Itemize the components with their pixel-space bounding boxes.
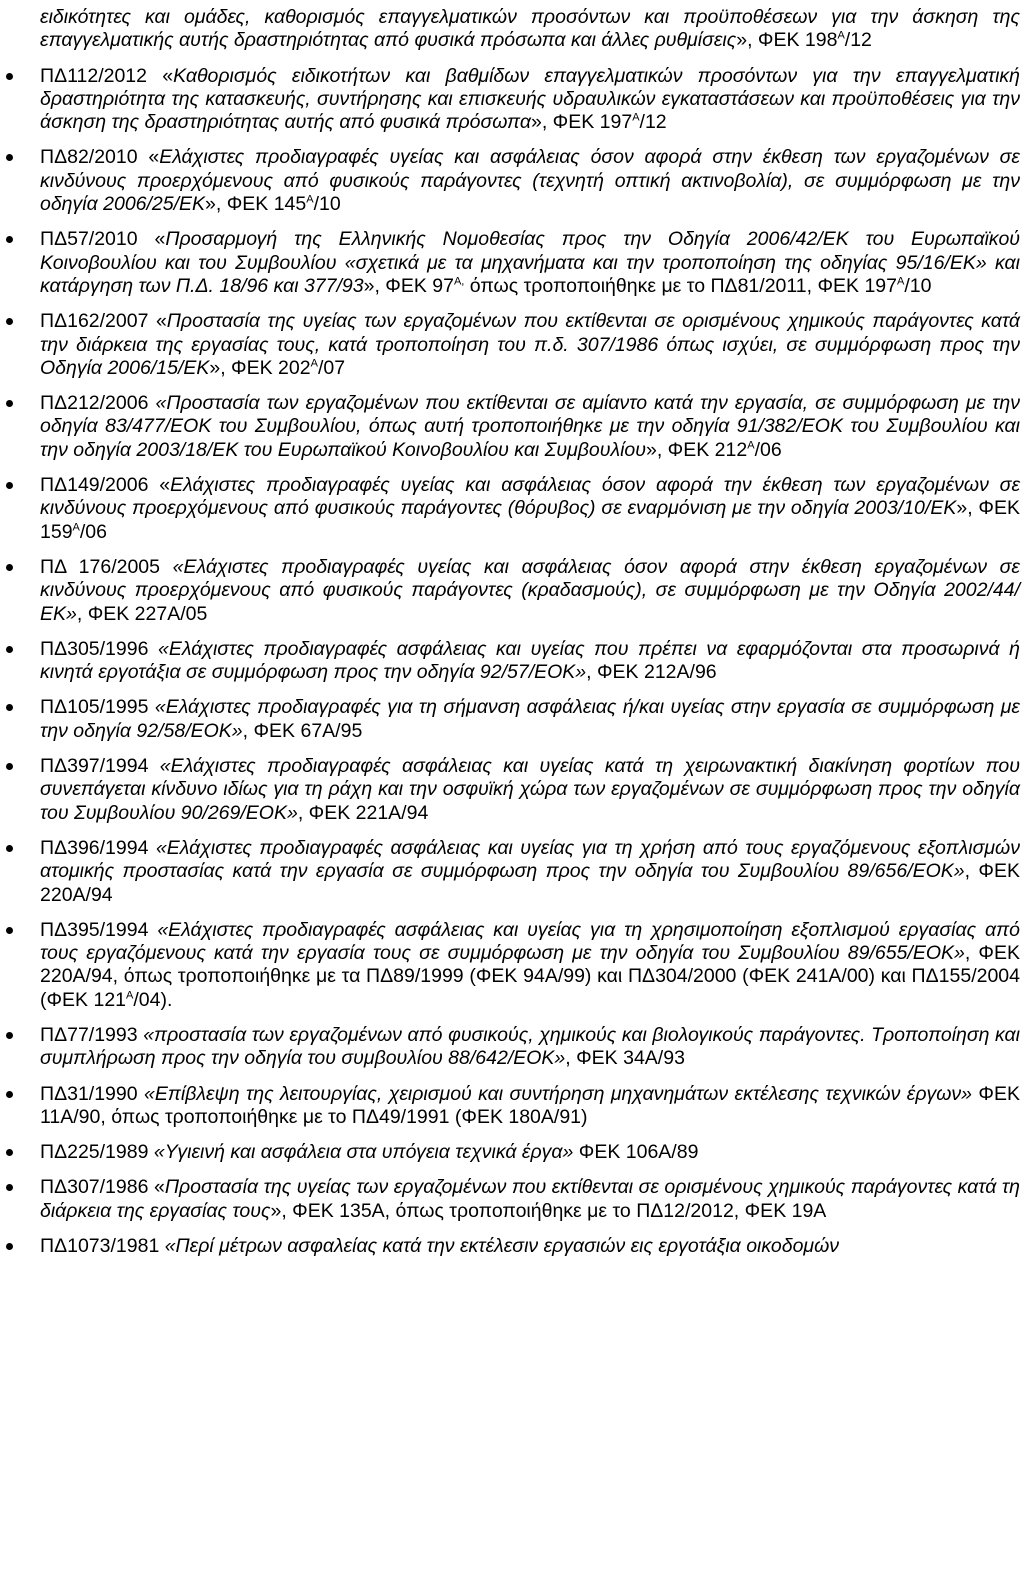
text-run: ΠΔ 176/2005: [40, 555, 173, 578]
text-run: ΠΔ162/2007 «: [40, 310, 167, 333]
text-run: /06: [79, 520, 107, 543]
text-run: ΠΔ77/1993: [40, 1023, 144, 1046]
text-run: , ΦΕΚ 212Α/96: [586, 661, 717, 684]
text-run: », ΦΕΚ 197: [530, 111, 633, 134]
text-run: /06: [754, 438, 782, 461]
bullet-icon: [6, 1032, 13, 1039]
bullet-icon: [6, 318, 13, 325]
text-run: , ΦΕΚ 227Α/05: [76, 602, 208, 625]
regulation-item: [40, 392, 1020, 462]
text-run: , ΦΕΚ 220Α/94: [40, 860, 1020, 906]
bullet-icon: [6, 704, 13, 711]
regulation-item: [40, 474, 1020, 544]
text-run: /04).: [133, 988, 173, 1011]
regulation-item: [40, 228, 1020, 298]
text-run: », ΦΕΚ 212: [646, 438, 748, 461]
text-run: ΠΔ112/2012 «: [40, 64, 174, 87]
continued-item: [40, 6, 1020, 53]
italic-title: Ελάχιστες προδιαγραφές υγείας και ασφάλειας όσον αφορά στην έκθεση των εργαζομένων σε κινδύνους προερχόμενους από φυσικούς παράγοντες (τεχνητή οπτική ακτινοβολία), σε συμμόρφωση με την οδηγία 2006/25/ΕΚ: [40, 146, 1021, 216]
italic-title: «Ελάχιστες προδιαγραφές ασφάλειας και υγείας κατά τη χειρωνακτική διακίνηση φορτίων που συνεπάγεται κίνδυνο ιδίως για τη ράχη και την οσφυϊκή χώρα των εργαζομένων σε συμμόρφωση προς την οδηγία του Συμβουλίου 90/269/ΕΟΚ»: [40, 755, 1020, 824]
regulation-item: [40, 1176, 1020, 1223]
bullet-icon: [6, 154, 13, 161]
superscript: Α: [632, 111, 640, 124]
text-run: ΦΕΚ 11Α/90, όπως τροποποιήθηκε με το ΠΔ49/1991 (ΦΕΚ 180Α/91): [40, 1082, 1020, 1128]
superscript: Α: [896, 275, 905, 288]
bullet-icon: [6, 482, 13, 489]
text-run: », ΦΕΚ 145: [205, 193, 307, 216]
superscript: Α: [306, 193, 314, 206]
superscript: Α: [837, 29, 845, 42]
text-run: ΠΔ397/1994: [40, 755, 160, 778]
italic-title: ειδικότητες και ομάδες, καθορισμός επαγγελματικών προσόντων και προϋποθέσεων για την άσκηση της επαγγελματικής αυτής δραστηριότητας από φυσικά πρόσωπα και άλλες ρυθμίσεις: [40, 6, 1020, 52]
regulation-item: [40, 919, 1020, 1012]
bullet-icon: [6, 1184, 13, 1191]
regulation-item: [40, 146, 1020, 216]
superscript: Α: [747, 439, 755, 452]
italic-title: Προστασία της υγείας των εργαζομένων που εκτίθενται σε ορισμένους χημικούς παράγοντες κατά την διάρκεια της εργασίας τους, κατά τροποποίηση του π.δ. 307/1986 όπως ισχύει, σε συμμόρφωση προς την Οδηγία 2006/15/ΕΚ: [40, 310, 1021, 379]
text-run: , ΦΕΚ 67Α/95: [242, 719, 363, 742]
bullet-icon: [6, 927, 13, 934]
text-run: ΠΔ305/1996: [40, 637, 159, 660]
regulation-item: [40, 638, 1020, 685]
text-run: /12: [844, 29, 872, 52]
bullet-icon: [6, 1149, 13, 1156]
text-run: , ΦΕΚ 34Α/93: [565, 1047, 685, 1070]
text-run: /10: [904, 274, 932, 297]
italic-title: Προσαρμογή της Ελληνικής Νομοθεσίας προς την Οδηγία 2006/42/ΕΚ του Ευρωπαϊκού Κοινοβουλίου και του Συμβουλίου «σχετικά με τα μηχανήματα και την τροποποίηση της οδηγίας 95/16/ΕΚ» και κατάργηση των Π.Δ. 18/96 και 377/93: [40, 228, 1021, 297]
bullet-icon: [6, 646, 13, 653]
italic-title: «Ελάχιστες προδιαγραφές ασφάλειας και υγείας που πρέπει να εφαρμόζονται στα προσωρινά ή κινητά εργοτάξια σε συμμόρφωση προς την οδηγία 92/57/ΕΟΚ»: [40, 637, 1021, 684]
italic-title: «Ελάχιστες προδιαγραφές ασφάλειας και υγείας για τη χρήση από τους εργαζόμενους εξοπλισμών ατομικής προστασίας κατά την εργασία σε συμμόρφωση προς την οδηγία του Συμβουλίου 89/656/ΕΟΚ»: [40, 836, 1020, 883]
text-run: όπως τροποποιήθηκε με το ΠΔ81/2011, ΦΕΚ 197: [464, 274, 897, 297]
bullet-icon: [6, 845, 13, 852]
regulation-item: [40, 696, 1020, 743]
italic-title: «Υγιεινή και ασφάλεια στα υπόγεια τεχνικά έργα»: [153, 1141, 574, 1164]
superscript: Α: [72, 521, 80, 534]
text-run: ΠΔ307/1986 «: [40, 1176, 165, 1199]
italic-title: «Επίβλεψη της λειτουργίας, χειρισμού και συντήρηση μηχανημάτων εκτέλεσης τεχνικών έργων»: [144, 1082, 973, 1105]
text-run: ΠΔ1073/1981: [40, 1235, 165, 1258]
superscript: Α: [126, 989, 134, 1002]
text-run: », ΦΕΚ 97: [363, 274, 454, 297]
regulation-list: [40, 6, 1020, 1258]
text-run: ΠΔ395/1994: [40, 918, 158, 941]
regulation-item: [40, 65, 1020, 135]
text-run: ΠΔ82/2010 «: [40, 146, 160, 169]
text-run: ΦΕΚ 106Α/89: [573, 1141, 699, 1164]
text-run: ΠΔ225/1989: [40, 1141, 154, 1164]
superscript: Α: [310, 357, 318, 370]
text-run: ΠΔ396/1994: [40, 836, 156, 859]
italic-title: «Ελάχιστες προδιαγραφές υγείας και ασφάλειας όσον αφορά στην έκθεση εργαζομένων σε κινδύνους προερχόμενους από φυσικούς παράγοντες (κραδασμούς), σε συμμόρφωση με την Οδηγία 2002/44/ΕΚ»: [40, 555, 1021, 625]
regulation-item: [40, 755, 1020, 825]
text-run: /12: [639, 111, 667, 134]
regulation-item: [40, 1024, 1020, 1071]
bullet-icon: [6, 564, 13, 571]
regulation-item: [40, 1083, 1020, 1130]
text-run: ΠΔ57/2010 «: [40, 228, 166, 251]
bullet-icon: [6, 763, 13, 770]
text-run: /10: [313, 193, 341, 216]
text-run: », ΦΕΚ 135Α, όπως τροποποιήθηκε με το ΠΔ12/2012, ΦΕΚ 19Α: [270, 1199, 827, 1222]
bullet-icon: [6, 1091, 13, 1098]
bullet-icon: [6, 73, 13, 80]
regulation-item: [40, 837, 1020, 907]
text-run: ΠΔ31/1990: [40, 1082, 144, 1105]
text-run: », ΦΕΚ 198: [736, 29, 838, 52]
bullet-icon: [6, 236, 13, 243]
text-run: », ΦΕΚ 159: [40, 497, 1020, 543]
text-run: ΠΔ212/2006: [40, 392, 156, 415]
superscript: Α,: [453, 275, 465, 288]
italic-title: Ελάχιστες προδιαγραφές υγείας και ασφάλειας όσον αφορά την έκθεση των εργαζομένων σε κινδύνους προερχόμενους από φυσικούς παράγοντες (θόρυβος) σε εναρμόνιση με την οδηγία 2003/10/ΕΚ: [40, 474, 1021, 520]
text-run: , ΦΕΚ 221Α/94: [297, 801, 429, 824]
regulation-item: [40, 1141, 1020, 1164]
italic-title: «Ελάχιστες προδιαγραφές ασφάλειας και υγείας για τη χρησιμοποίηση εξοπλισμού εργασίας από τους εργαζόμενους κατά την εργασία τους σε συμμόρφωση με την οδηγία του Συμβουλίου 89/655/ΕΟΚ»: [40, 918, 1021, 965]
text-run: », ΦΕΚ 202: [209, 356, 311, 379]
regulation-item: [40, 310, 1020, 380]
text-run: ΠΔ105/1995: [40, 696, 155, 719]
regulation-item: [40, 556, 1020, 626]
italic-title: Προστασία της υγείας των εργαζομένων που εκτίθενται σε ορισμένους χημικούς παράγοντες κατά τη διάρκεια της εργασίας τους: [40, 1176, 1021, 1222]
italic-title: «Προστασία των εργαζομένων που εκτίθενται σε αμίαντο κατά την εργασία, σε συμμόρφωση με την οδηγία 83/477/ΕΟΚ του Συμβουλίου, όπως αυτή τροποποιήθηκε με την οδηγία 91/382/ΕΟΚ του Συμβουλίου και την οδηγία 2003/18/ΕΚ του Ευρωπαϊκού Κοινοβουλίου και Συμβουλίου: [40, 392, 1020, 461]
bullet-icon: [6, 1243, 13, 1250]
bullet-icon: [6, 400, 13, 407]
italic-title: «Περί μέτρων ασφαλείας κατά την εκτέλεσιν εργασιών εις εργοτάξια οικοδομών: [164, 1235, 840, 1258]
text-run: , ΦΕΚ 220Α/94, όπως τροποποιήθηκε με τα ΠΔ89/1999 (ΦΕΚ 94Α/99) και ΠΔ304/2000 (ΦΕΚ 241Α/00) και ΠΔ155/2004 (ΦΕΚ 121: [40, 942, 1021, 1011]
regulation-item: [40, 1235, 1020, 1258]
italic-title: «Ελάχιστες προδιαγραφές για τη σήμανση ασφάλειας ή/και υγείας στην εργασία σε συμμόρφωση με την οδηγία 92/58/ΕΟΚ»: [40, 696, 1020, 742]
italic-title: «προστασία των εργαζομένων από φυσικούς, χημικούς και βιολογικούς παράγοντες. Τροποποίηση και συμπλήρωση προς την οδηγία του συμβουλίου 88/642/ΕΟΚ»: [40, 1023, 1021, 1070]
text-run: /07: [317, 356, 346, 379]
italic-title: Καθορισμός ειδικοτήτων και βαθμίδων επαγγελματικών προσόντων για την επαγγελματική δραστηριότητα της κατασκευής, συντήρησης και επισκευής υδραυλικών εγκαταστάσεων και προϋποθέσεις για την άσκηση της δραστηριότητας αυτής από φυσικά πρόσωπα: [40, 64, 1020, 134]
text-run: ΠΔ149/2006 «: [40, 474, 171, 497]
